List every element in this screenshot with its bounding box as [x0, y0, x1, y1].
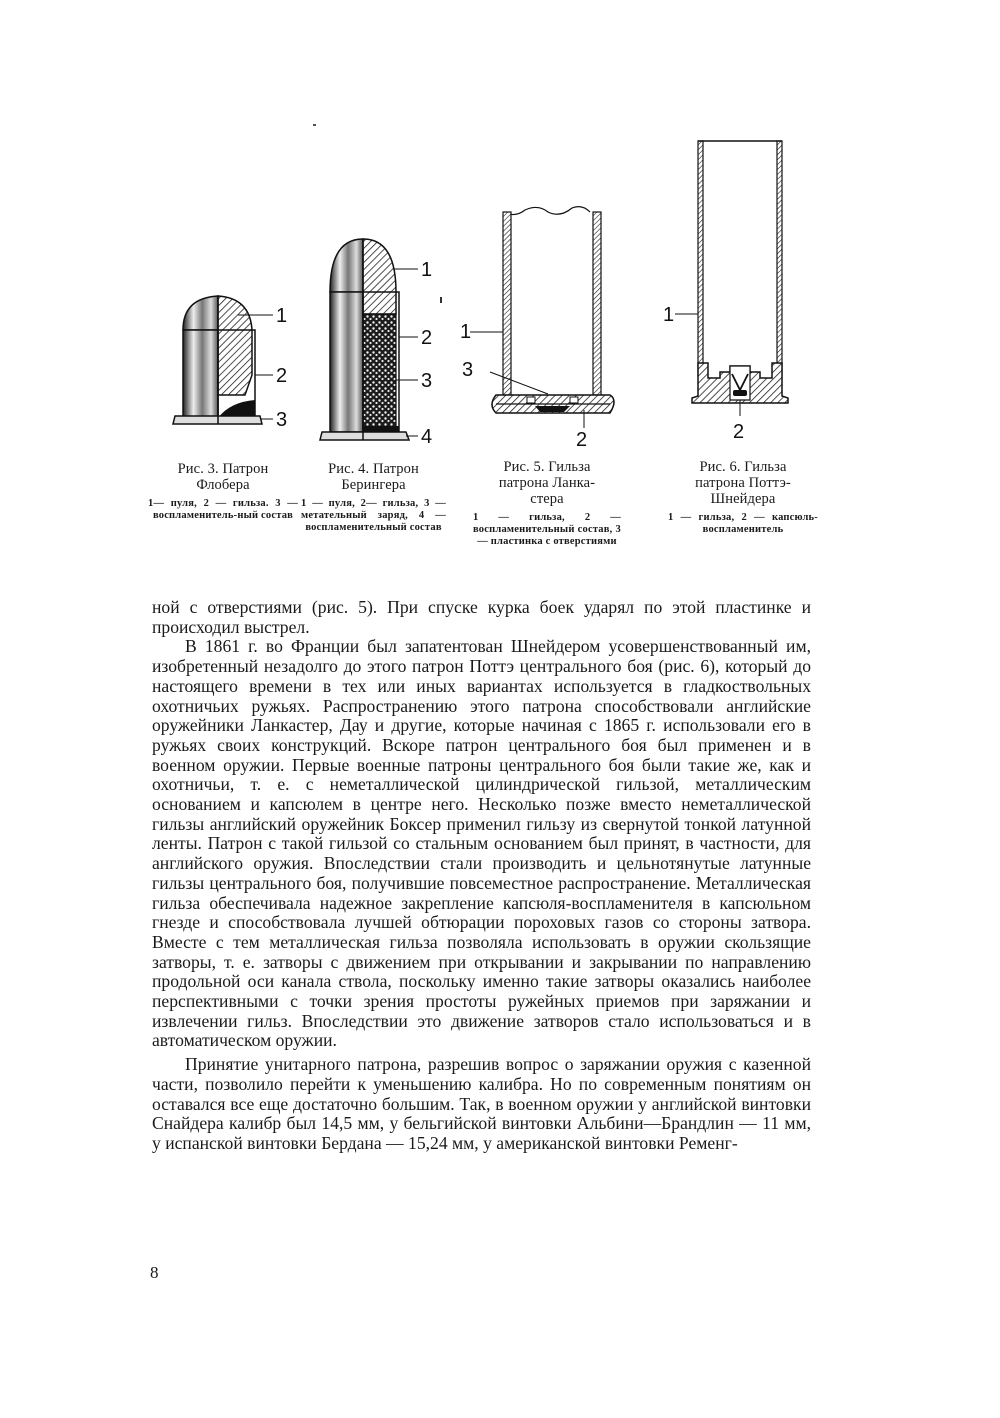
figure-5-title: Рис. 5. Гильза патрона Ланка- стера [498, 459, 596, 507]
figure-4-beringer-cartridge [318, 237, 443, 447]
svg-text:3: 3 [462, 359, 474, 381]
svg-text:1: 1 [276, 305, 288, 327]
figure-6-caption [668, 459, 818, 536]
figure-6-legend: 1 — гильза, 2 — капсюль-воспламенитель [668, 512, 818, 535]
figure-3-title: Рис. 3. Патрон Флобера [177, 461, 269, 493]
svg-text:1: 1 [663, 304, 675, 326]
flobert-cartridge-drawing [170, 290, 300, 435]
figure-6-pottet-schneider-case [660, 138, 820, 443]
lancaster-case-drawing [460, 200, 630, 450]
page-number: 8 [150, 1263, 159, 1282]
figure-6-title: Рис. 6. Гильза патрона Поттэ- Шнейдера [695, 459, 791, 507]
svg-text:2: 2 [276, 365, 288, 387]
paragraph-continuation: ной с отверстиями (рис. 5). При спуске курка боек ударял по этой пластинке и происходил выстрел. [152, 597, 811, 637]
svg-text:2: 2 [733, 421, 745, 443]
svg-text:3: 3 [276, 409, 288, 431]
svg-text:1: 1 [460, 321, 472, 343]
figure-3-caption [148, 461, 298, 522]
scan-speck [313, 124, 316, 126]
svg-text:2: 2 [421, 327, 433, 349]
figure-4-title: Рис. 4. Патрон Берингера [328, 461, 419, 493]
svg-text:3: 3 [421, 370, 433, 392]
paragraph-caliber: Принятие унитарного патрона, разрешив вопрос о заряжании оружия с казенной части, позволило перейти к уменьшению калибра. Но по современным понятиям он оставался все еще достаточно большим. Так, в военном оружии у английской винтовки Снайдера калибр был 14,5 мм, у бельгийской винтовки Альбини—Брандлин — 11 мм, у испанской винтовки Бердана — 15,24 мм, у американской винтовки Ременг- [152, 1054, 811, 1153]
figure-4-legend: 1 — пуля, 2— гильза, 3 — метательный заряд, 4 — воспламенительный состав [301, 498, 446, 533]
pottet-schneider-case-drawing [660, 138, 820, 443]
figure-5-caption [473, 459, 621, 548]
body-text [152, 598, 811, 1154]
figure-3-flobert-cartridge [170, 290, 300, 435]
figure-5-legend: 1 — гильза, 2 — воспламенительный состав, 3 — пластинка с отверстиями [473, 512, 621, 547]
figure-4-caption [301, 461, 446, 534]
svg-text:2: 2 [576, 429, 588, 451]
svg-text:1: 1 [421, 259, 433, 281]
figure-5-lancaster-case [460, 200, 630, 450]
beringer-cartridge-drawing [318, 237, 443, 447]
svg-text:4: 4 [421, 426, 433, 448]
paragraph-central-fire: В 1861 г. во Франции был запатентован Шнейдером усовершенствованный им, изобретенный незадолго до этого патрон Поттэ центрального боя (рис. 6), который до настоящего времени в тех или иных вариантах используется в гладкоствольных охотничьих ружьях. Распространению этого патрона способствовали английские оружейники Ланкастер, Дау и другие, которые начиная с 1865 г. использовали его в ружьях своих конструкций. Вскоре патрон центрального боя был применен и в военном оружии. Первые военные патроны центрального боя были такие же, как и охотничьи, т. е. с неметаллической цилиндрической гильзой, металлическим основанием и капсюлем в центре него. Несколько позже вместо неметаллической гильзы английский оружейник Боксер применил гильзу из свернутой тонкой латунной ленты. Патрон с такой гильзой со стальным основанием был принят, в частности, для английского оружия. Впоследствии стали производить и цельнотянутые латунные гильзы центрального боя, получившие повсеместное распространение. Металлическая гильза обеспечивала надежное закрепление капсюля-воспламенителя в капсюльном гнезде и способствовала лучшей обтюрации пороховых газов со стороны затвора. Вместе с тем металлическая гильза позволяла использовать в оружии скользящие затворы, т. е. затворы с движением при открывании и закрывании по направлению продольной оси канала ствола, поскольку именно такие затворы оказались наиболее перспективными с точки зрения простоты ружейных приемов при заряжании и извлечении гильз. Впоследствии это движение затворов стало использоваться и в автоматическом оружии. [152, 636, 811, 1051]
figure-3-legend: 1— пуля, 2 — гильза. 3 — воспламенитель-ный состав [148, 498, 298, 521]
